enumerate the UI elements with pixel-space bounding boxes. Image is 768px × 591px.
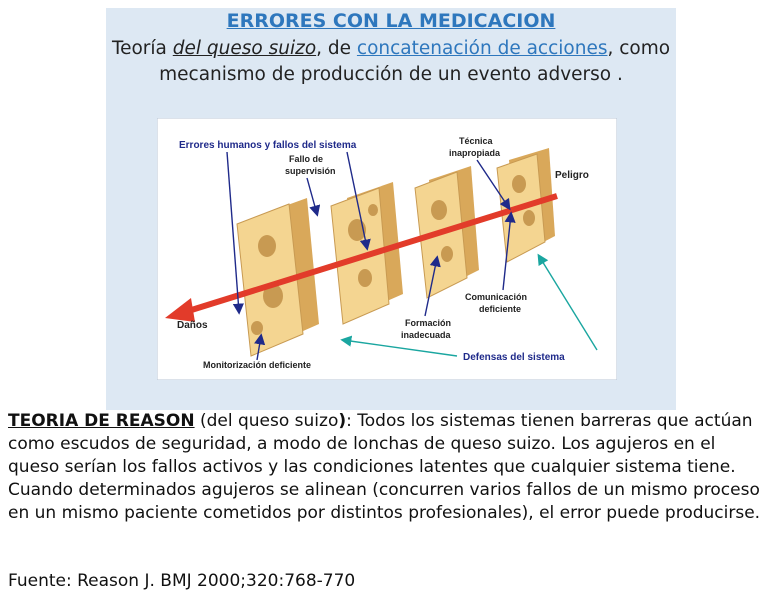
paragraph-2: Cuando determinados agujeros se alinean (concurren varios fallos de un mismo proceso en un mismo paciente cometidos por distintos profesionales), el error puede producirse. xyxy=(8,480,761,523)
label-formacion-1: Formación xyxy=(405,318,452,328)
label-peligro: Peligro xyxy=(555,170,589,181)
label-comunicacion-2: deficiente xyxy=(479,304,522,314)
label-monitorizacion: Monitorización deficiente xyxy=(203,360,312,370)
slide-subtitle-line1: Teoría del queso suizo, de concatenación de acciones, como xyxy=(111,38,671,59)
label-fallo-2: supervisión xyxy=(285,166,336,176)
paragraph-1: TEORIA DE REASON (del queso suizo): Todos los sistemas tienen barreras que actúan como escudos de seguridad, a modo de lonchas de queso suizo. Los agujeros en el queso serían los fallos activos y las condiciones latentes que cualquier sistema tiene. xyxy=(8,411,753,477)
label-formacion-2: inadecuada xyxy=(401,330,451,340)
reason-theory-text xyxy=(8,410,766,525)
label-errores: Errores humanos y fallos del sistema xyxy=(179,140,357,151)
label-danos: Daños xyxy=(177,320,208,331)
cut-off-source-line: Fuente: Reason J. BMJ 2000;320:768-770 xyxy=(8,571,356,591)
slide-title: ERRORES CON LA MEDICACION xyxy=(226,10,556,32)
heading-teoria-reason: TEORIA DE REASON xyxy=(8,411,195,431)
slide-subtitle-line2: mecanismo de producción de un evento adverso . xyxy=(159,64,623,85)
label-tecnica-2: inapropiada xyxy=(449,148,501,158)
label-defensas: Defensas del sistema xyxy=(463,352,565,363)
label-tecnica-1: Técnica xyxy=(459,136,493,146)
subtitle-emphasis: del queso suizo xyxy=(172,38,317,59)
label-fallo-1: Fallo de xyxy=(289,154,324,164)
swiss-cheese-diagram xyxy=(157,118,617,380)
subtitle-link[interactable]: concatenación de acciones xyxy=(356,38,608,59)
label-comunicacion-1: Comunicación xyxy=(465,292,528,302)
